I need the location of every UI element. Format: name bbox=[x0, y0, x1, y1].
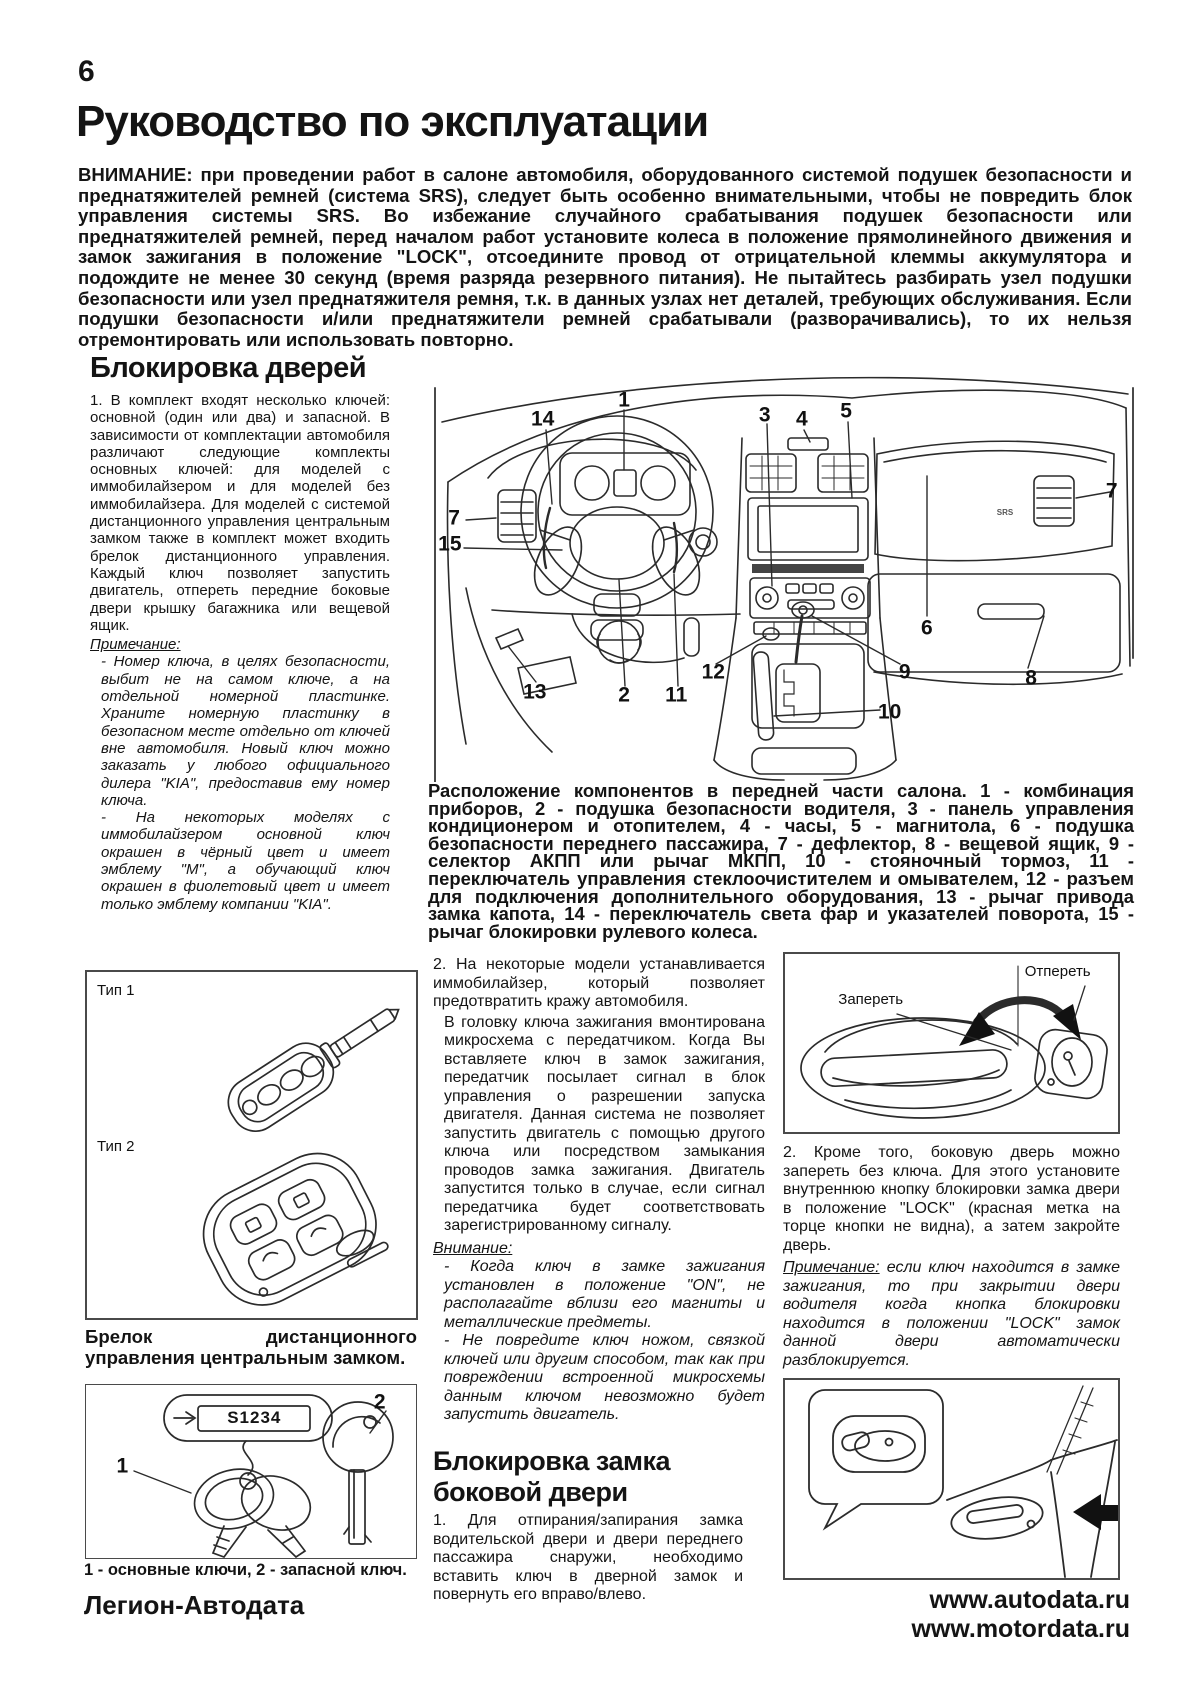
link-motordata: www.motordata.ru bbox=[911, 1615, 1130, 1643]
figure-callout-1: 1 bbox=[116, 1454, 129, 1478]
door-note bbox=[783, 1259, 1120, 1370]
figure-callout-12: 12 bbox=[701, 660, 725, 684]
immobilizer-paragraph: 2. На некоторые модели устанавливается иммобилайзер, который позволяет предотвратить кражу автомобиля. bbox=[433, 956, 765, 1010]
dashboard-illustration bbox=[422, 358, 1136, 782]
section-heading-side-door-lock: Блокировка замка боковой двери bbox=[433, 1446, 671, 1507]
figure-callout-10: 10 bbox=[877, 700, 902, 724]
section-heading-door-locking: Блокировка дверей bbox=[90, 352, 367, 384]
door-lock-illustration bbox=[785, 1380, 1118, 1578]
figure-callout-4: 4 bbox=[796, 407, 808, 431]
figure-callout-1: 1 bbox=[618, 388, 630, 412]
remote-fob-figure bbox=[85, 970, 418, 1320]
door-lock-figure bbox=[783, 1378, 1120, 1580]
key-tag-number: S1234 bbox=[227, 1407, 282, 1427]
figure-callout-2: 2 bbox=[373, 1390, 386, 1414]
figure-callout-8: 8 bbox=[1025, 666, 1037, 690]
note-item: - На некоторых моделях с иммобилайзером основной ключ окрашен в чёрный цвет и имеет эмблему "M", а обучающий ключ окрашен в фиолетовый цвет и имеет только эмблему компании "KIA". bbox=[101, 809, 390, 913]
middle-column bbox=[433, 956, 765, 1425]
page-number: 6 bbox=[78, 55, 95, 88]
right-column bbox=[783, 952, 1120, 1370]
note-text: если ключ находится в замке зажигания, то при закрытии двери водителя когда кнопка блокировки находится в положении "LOCK" замок данной двери автоматически разблокируется. bbox=[783, 1259, 1120, 1369]
figure-callout-3: 3 bbox=[758, 403, 771, 427]
door-handle-illustration bbox=[785, 954, 1118, 1132]
attention-item: - Не повредите ключ ножом, связкой ключей или другим способом, так как при повреждении встроенной микросхемы данным ключом невозможно будет запустить двигатель. bbox=[444, 1332, 765, 1423]
dashboard-figure bbox=[422, 358, 1136, 782]
keys-figure bbox=[85, 1384, 417, 1559]
dashboard-caption: Расположение компонентов в передней части салона. 1 - комбинация приборов, 2 - подушка безопасности водителя, 3 - панель управления кондиционером и отопителем, 4 - часы, 5 - магнитола, 6 - подушка безопасности переднего пассажира, 7 - дефлектор, 8 - вещевой ящик, 9 - селектор АКПП или рычаг МКПП, 10 - стояночный тормоз, 11 - переключатель управления стеклоочистителем и омывателем, 12 - разъем для подключения дополнительного оборудования, 13 - рычаг привода замка капота, 14 - переключатель света фар и указателей поворота, 15 - рычаг блокировки рулевого колеса. bbox=[428, 780, 1134, 942]
note-label: Примечание: bbox=[90, 636, 181, 654]
note-item: - Номер ключа, в целях безопасности, выбит не на самом ключе, а на отдельной номерной пластинке. Храните номерную пластинку в безопасном месте отдельно от ключей вне автомобиля. Новый ключ можно заказать у любого официального дилера "KIA", предоставив ему номер ключа. bbox=[101, 653, 390, 809]
door-handle-figure bbox=[783, 952, 1120, 1134]
srs-embossed-label: SRS bbox=[996, 507, 1014, 517]
figure-callout-9: 9 bbox=[898, 660, 911, 684]
link-autodata: www.autodata.ru bbox=[929, 1586, 1130, 1614]
website-links bbox=[783, 1586, 1130, 1644]
left-column bbox=[90, 352, 390, 913]
figure-callout-15: 15 bbox=[438, 532, 462, 556]
lock-direction-label: Запереть bbox=[838, 991, 904, 1009]
fob-type1-label: Тип 1 bbox=[97, 982, 135, 999]
keyless-lock-paragraph: 2. Кроме того, боковую дверь можно запереть без ключа. Для этого установите внутреннюю кнопку блокировки замка двери в положение "LOCK" (красная метка на торце кнопки не видна), а затем закройте дверь. bbox=[783, 1144, 1120, 1254]
fob-type2-label: Тип 2 bbox=[97, 1138, 135, 1155]
side-door-lock-paragraph: 1. Для отпирания/запирания замка водительской двери и двери переднего пассажира снаружи, необходимо вставить ключ в дверной замок и повернуть его вправо/влево. bbox=[433, 1512, 743, 1603]
attention-item: - Когда ключ в замке зажигания установлен в положение "ON", не располагайте вблизи его магниты и металлические предметы. bbox=[444, 1258, 765, 1331]
page-title: Руководство по эксплуатации bbox=[76, 97, 709, 146]
fob-caption: Брелок дистанционного управления центральным замком. bbox=[85, 1326, 417, 1368]
side-door-lock-section bbox=[433, 1446, 743, 1605]
figure-callout-7: 7 bbox=[1105, 479, 1118, 503]
figure-callout-11: 11 bbox=[665, 683, 688, 707]
srs-warning-paragraph: ВНИМАНИЕ: при проведении работ в салоне автомобиля, оборудованного системой подушек безопасности и преднатяжителей ремней (система SRS), следует быть особенно внимательными, чтобы не повредить блок управления системы SRS. Во избежание случайного срабатывания подушек безопасности или преднатяжителей ремней, перед началом работ установите колеса в положение прямолинейного движения и замок зажигания в положение "LOCK", отсоедините провод от отрицательной клеммы аккумулятора и подождите не менее 30 секунд (время разряда резервного питания). Не пытайтесь разбирать узел подушки безопасности или узел преднатяжителя ремня, т.к. в данных узлах нет деталей, требующих обслуживания. Если подушки безопасности и/или преднатяжители ремней срабатывали (разворачивались), то их нельзя отремонтировать или использовать повторно. bbox=[78, 164, 1132, 350]
figure-callout-6: 6 bbox=[920, 616, 933, 640]
attention-label: Внимание: bbox=[433, 1239, 513, 1257]
figure-callout-14: 14 bbox=[530, 407, 555, 431]
figure-callout-2: 2 bbox=[618, 683, 630, 707]
keys-paragraph: 1. В комплект входят несколько ключей: основной (один или два) и запасной. В зависимости от комплектации автомобиля различают следующие комплекты основных ключей: для моделей с иммобилайзером и для моделей без иммобилайзера. Для моделей с системой дистанционного управления центральным замком также в комплект может входить брелок дистанционного управления. Каждый ключ позволяет запустить двигатель, отпереть передние боковые двери крышку багажника или вещевой ящик. bbox=[90, 392, 390, 634]
publisher-footer: Легион-Автодата bbox=[84, 1590, 305, 1620]
immobilizer-details: В головку ключа зажигания вмонтирована микросхема с передатчиком. Когда Вы вставляете ключ в замок зажигания, передатчик посылает сигнал в блок управления о разрешении запуска двигателя. Данная система не позволяет запустить двигатель с помощью другого ключа или посредством замыкания проводов замка зажигания. Двигатель запустится только в случае, если сигнал передатчика будет соответствовать зарегистрированному сигналу. bbox=[444, 1013, 765, 1234]
keys-caption: 1 - основные ключи, 2 - запасной ключ. bbox=[84, 1561, 407, 1579]
unlock-direction-label: Отпереть bbox=[1024, 962, 1091, 980]
figure-callout-13: 13 bbox=[523, 680, 547, 704]
remote-fob-illustration bbox=[87, 972, 416, 1318]
figure-callout-5: 5 bbox=[840, 399, 852, 423]
note-label: Примечание: bbox=[783, 1259, 880, 1276]
figure-callout-7: 7 bbox=[448, 506, 460, 530]
